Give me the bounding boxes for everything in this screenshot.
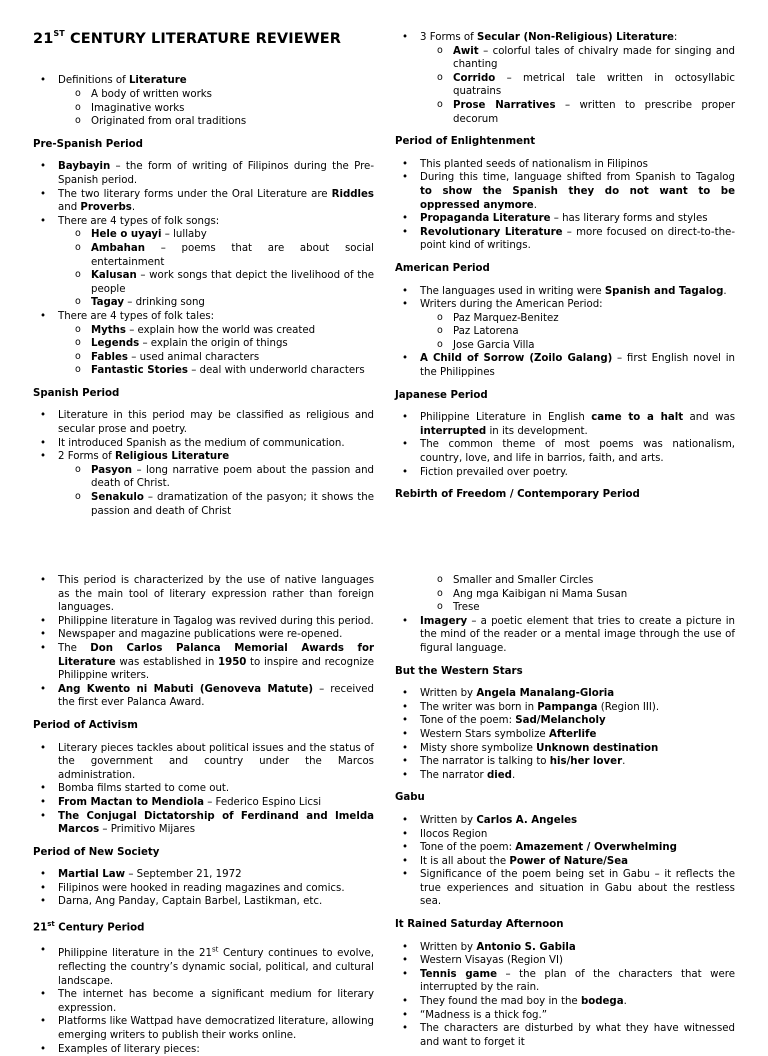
sub-list-item: o Pasyon – long narrative poem about the passion and death of Christ. <box>58 464 374 491</box>
bullet-list <box>33 409 374 518</box>
bullet-text: There are 4 types of folk songs: <box>58 215 220 227</box>
document-title: 21ST CENTURY LITERATURE REVIEWER <box>33 29 342 47</box>
bullet-text: Literary pieces tackles about political issues and the status of the government and country under the Marcos administration. <box>58 742 374 781</box>
section-heading: Gabu <box>395 792 425 804</box>
section-heading: It Rained Saturday Afternoon <box>395 919 564 931</box>
bullet-item <box>395 841 735 855</box>
sub-list-item: o Tagay – drinking song <box>58 296 374 310</box>
sub-list-item: o Hele o uyayi – lullaby <box>58 228 374 242</box>
bullet-text: Revolutionary Literature – more focused on direct-to-the-point kind of writings. <box>420 226 736 252</box>
bullet-item <box>395 855 735 869</box>
bullet-list <box>33 944 374 1056</box>
bullet-item <box>33 1015 374 1042</box>
sub-list-item: o Legends – explain the origin of things <box>58 337 374 351</box>
sub-list-item: o Ambahan – poems that are about social entertainment <box>58 242 374 269</box>
bullet-text: Imagery – a poetic element that tries to create a picture in the mind of the reader or a mental image through the use of figural language. <box>420 615 735 654</box>
bullet-text: Filipinos were hooked in reading magazines and comics. <box>58 882 345 894</box>
bullet-text: Philippine Literature in English came to a halt and was interrupted in its development. <box>420 412 736 437</box>
page-2-right-column <box>395 574 735 1049</box>
bullet-item <box>395 466 735 480</box>
bullet-text: Tone of the poem: Sad/Melancholy <box>420 715 606 727</box>
bullet-text: Tennis game – the plan of the characters that were interrupted by the rain. <box>420 968 735 994</box>
bullet-item <box>395 954 735 968</box>
bullet-item <box>33 988 374 1015</box>
bullet-item <box>33 742 374 783</box>
bullet-text: This planted seeds of nationalism in Filipinos <box>420 158 648 170</box>
bullet-text: Martial Law – September 21, 1972 <box>58 869 242 881</box>
bullet-text: The common theme of most poems was nationalism, country, love, and life in barrios, faith, and arts. <box>420 439 735 465</box>
bullet-text: Philippine literature in Tagalog was revived during this period. <box>58 615 374 627</box>
bullet-item <box>395 714 735 728</box>
sub-list-item: o Trese <box>395 601 735 615</box>
bullet-text: Examples of literary pieces: <box>58 1043 200 1055</box>
sub-list-item: o Senakulo – dramatization of the pasyon; it shows the passion and death of Christ <box>58 491 374 518</box>
bullet-text: Misty shore symbolize Unknown destination <box>420 742 659 754</box>
section-heading: 21st Century Period <box>33 920 145 934</box>
bullet-text: 3 Forms of Secular (Non-Religious) Literature: <box>420 32 678 43</box>
bullet-text: The Don Carlos Palanca Memorial Awards for Literature was established in 1950 to inspire and recognize Philippine writers. <box>58 642 375 682</box>
section-heading: Spanish Period <box>33 387 120 399</box>
sub-list-item: o Paz Latorena <box>420 325 735 339</box>
bullet-text: Literature in this period may be classified as religious and secular prose and poetry. <box>58 410 374 436</box>
bullet-item <box>395 212 735 226</box>
page-gap <box>0 520 768 568</box>
bullet-item <box>395 615 735 656</box>
sub-list-item: o A body of written works <box>58 88 374 102</box>
bullet-item <box>395 728 735 742</box>
page-1-right-column <box>395 31 735 511</box>
bullet-list <box>33 742 374 837</box>
bullet-text: “Madness is a thick fog.” <box>420 1009 548 1021</box>
bullet-text: The narrator is talking to his/her lover. <box>420 756 626 768</box>
bullet-item <box>395 226 735 253</box>
section-heading: Period of Enlightenment <box>395 136 536 148</box>
bullet-text: The two literary forms under the Oral Literature are Riddles and Proverbs. <box>58 188 374 214</box>
sub-list-item: o Paz Marquez-Benitez <box>420 312 735 326</box>
bullet-text: The Conjugal Dictatorship of Ferdinand and Imelda Marcos – Primitivo Mijares <box>58 810 374 836</box>
section-heading: American Period <box>395 262 490 274</box>
bullet-text: It introduced Spanish as the medium of communication. <box>58 437 345 449</box>
bullet-text: Definitions of Literature <box>58 75 187 87</box>
bullet-item <box>395 701 735 715</box>
bullet-list <box>395 31 735 126</box>
bullet-list <box>395 158 735 253</box>
bullet-item <box>395 158 735 172</box>
sub-list-item: o Fables – used animal characters <box>58 351 374 365</box>
bullet-text: Propaganda Literature – has literary forms and styles <box>420 213 708 225</box>
bullet-text: There are 4 types of folk tales: <box>58 310 215 322</box>
sub-list-item: o Originated from oral traditions <box>58 115 374 129</box>
bullet-item <box>33 810 374 837</box>
section-heading: Pre-Spanish Period <box>33 138 143 150</box>
bullet-text: Tone of the poem: Amazement / Overwhelming <box>420 842 677 854</box>
bullet-item <box>33 188 374 215</box>
bullet-text: The writer was born in Pampanga (Region III). <box>420 701 660 713</box>
sub-list-item: o Smaller and Smaller Circles <box>395 574 735 588</box>
bullet-item <box>33 1043 374 1056</box>
bullet-list <box>33 574 374 710</box>
bullet-item <box>33 215 374 310</box>
page-2-left-column <box>33 574 374 1056</box>
bullet-item <box>33 782 374 796</box>
bullet-item <box>395 298 735 352</box>
page-1-left-column <box>33 28 374 518</box>
bullet-item <box>33 310 374 378</box>
bullet-text: Written by Antonio S. Gabila <box>420 941 576 953</box>
bullet-text: Newspaper and magazine publications were re-opened. <box>58 629 343 641</box>
bullet-list <box>395 615 735 656</box>
bullet-list <box>395 814 735 909</box>
bullet-list <box>33 868 374 909</box>
sub-list-item: o Fantastic Stories – deal with underworld characters <box>58 364 374 378</box>
bullet-item <box>395 411 735 438</box>
bullet-list <box>395 411 735 479</box>
continued-sub-list <box>395 574 735 615</box>
bullet-item <box>395 438 735 465</box>
bullet-item <box>33 409 374 436</box>
bullet-text: The internet has become a significant medium for literary expression. <box>58 989 374 1014</box>
bullet-text: 2 Forms of Religious Literature <box>58 451 230 463</box>
bullet-item <box>33 944 374 988</box>
bullet-text: Writers during the American Period: <box>420 299 603 311</box>
bullet-item <box>33 882 374 896</box>
sub-list <box>58 464 374 518</box>
bullet-item <box>33 160 374 187</box>
bullet-item <box>33 868 374 882</box>
bullet-text: This period is characterized by the use of native languages as the main tool of literary expression rather than foreign languages. <box>58 575 374 614</box>
bullet-item <box>395 769 735 783</box>
section-heading: Japanese Period <box>395 389 488 401</box>
bullet-list <box>395 687 735 782</box>
bullet-list <box>395 941 735 1050</box>
bullet-item <box>33 683 374 710</box>
bullet-text: Ang Kwento ni Mabuti (Genoveva Matute) – received the first ever Palanca Award. <box>58 683 375 709</box>
bullet-text: Written by Carlos A. Angeles <box>420 814 578 826</box>
sub-list <box>58 88 374 129</box>
bullet-text: Significance of the poem being set in Gabu – it reflects the true experiences and situation in Gabu about the restless sea. <box>420 869 735 908</box>
bullet-item <box>33 574 374 615</box>
bullet-item <box>395 968 735 995</box>
bullet-text: During this time, language shifted from Spanish to Tagalog to show the Spanish they do not want to be oppressed anymore. <box>420 172 735 211</box>
bullet-item <box>33 74 374 128</box>
bullet-item <box>33 796 374 810</box>
bullet-text: Darna, Ang Panday, Captain Barbel, Lastikman, etc. <box>58 896 323 908</box>
bullet-item <box>395 31 735 126</box>
bullet-item <box>395 352 735 379</box>
bullet-text: It is all about the Power of Nature/Sea <box>420 855 628 867</box>
bullet-item <box>395 941 735 955</box>
bullet-text: Baybayin – the form of writing of Filipinos during the Pre-Spanish period. <box>58 161 374 186</box>
bullet-text: From Mactan to Mendiola – Federico Espino Licsi <box>58 796 322 808</box>
bullet-text: Fiction prevailed over poetry. <box>420 466 568 478</box>
reviewer-page-2 <box>0 568 768 1055</box>
section-heading: Period of New Society <box>33 846 160 858</box>
bullet-item <box>395 687 735 701</box>
section-heading: But the Western Stars <box>395 665 523 677</box>
bullet-list <box>33 74 374 128</box>
bullet-text: Written by Angela Manalang-Gloria <box>420 688 615 700</box>
sub-list <box>58 324 374 378</box>
bullet-text: A Child of Sorrow (Zoilo Galang) – first English novel in the Philippines <box>420 353 735 379</box>
sub-list <box>420 45 735 127</box>
bullet-item <box>395 171 735 212</box>
sub-list <box>420 312 735 353</box>
bullet-item <box>395 828 735 842</box>
bullet-item <box>33 642 374 683</box>
bullet-item <box>395 1009 735 1023</box>
bullet-item <box>33 437 374 451</box>
sub-list-item: o Myths – explain how the world was created <box>58 324 374 338</box>
bullet-item <box>33 615 374 629</box>
sub-list-item: o Imaginative works <box>58 102 374 116</box>
bullet-text: The narrator died. <box>420 769 516 781</box>
bullet-text: Platforms like Wattpad have democratized literature, allowing emerging writers to publish their works online. <box>58 1016 374 1041</box>
bullet-text: Ilocos Region <box>420 828 488 840</box>
bullet-text: They found the mad boy in the bodega. <box>420 996 627 1008</box>
bullet-list <box>395 285 735 380</box>
bullet-text: The characters are disturbed by what they have witnessed and want to forget it <box>420 1023 735 1048</box>
bullet-item <box>395 285 735 299</box>
bullet-item <box>395 1022 735 1049</box>
sub-list-item: o Kalusan – work songs that depict the livelihood of the people <box>58 269 374 296</box>
bullet-item <box>395 755 735 769</box>
bullet-text: Philippine literature in the 21st Century continues to evolve, reflecting the country’s dynamic social, political, and cultural landscape. <box>58 946 375 987</box>
sub-list <box>395 574 735 615</box>
sub-list-item: o Prose Narratives – written to prescribe proper decorum <box>420 99 735 126</box>
bullet-item <box>395 814 735 828</box>
sub-list-item: o Awit – colorful tales of chivalry made for singing and chanting <box>420 45 735 72</box>
section-heading: Period of Activism <box>33 719 138 731</box>
bullet-item <box>33 895 374 909</box>
section-heading: Rebirth of Freedom / Contemporary Period <box>395 489 640 501</box>
bullet-text: The languages used in writing were Spanish and Tagalog. <box>420 285 727 297</box>
bullet-item <box>395 742 735 756</box>
bullet-item <box>395 995 735 1009</box>
sub-list <box>58 228 374 310</box>
bullet-item <box>33 450 374 518</box>
bullet-item <box>395 868 735 909</box>
reviewer-page-1 <box>0 0 768 520</box>
bullet-text: Western Visayas (Region VI) <box>420 955 563 967</box>
bullet-text: Bomba films started to come out. <box>58 783 230 795</box>
bullet-list <box>33 160 374 378</box>
bullet-text: Western Stars symbolize Afterlife <box>420 728 597 740</box>
sub-list-item: o Ang mga Kaibigan ni Mama Susan <box>395 588 735 602</box>
bullet-item <box>33 628 374 642</box>
sub-list-item: o Jose Garcia Villa <box>420 339 735 353</box>
sub-list-item: o Corrido – metrical tale written in octosyllabic quatrains <box>420 72 735 99</box>
